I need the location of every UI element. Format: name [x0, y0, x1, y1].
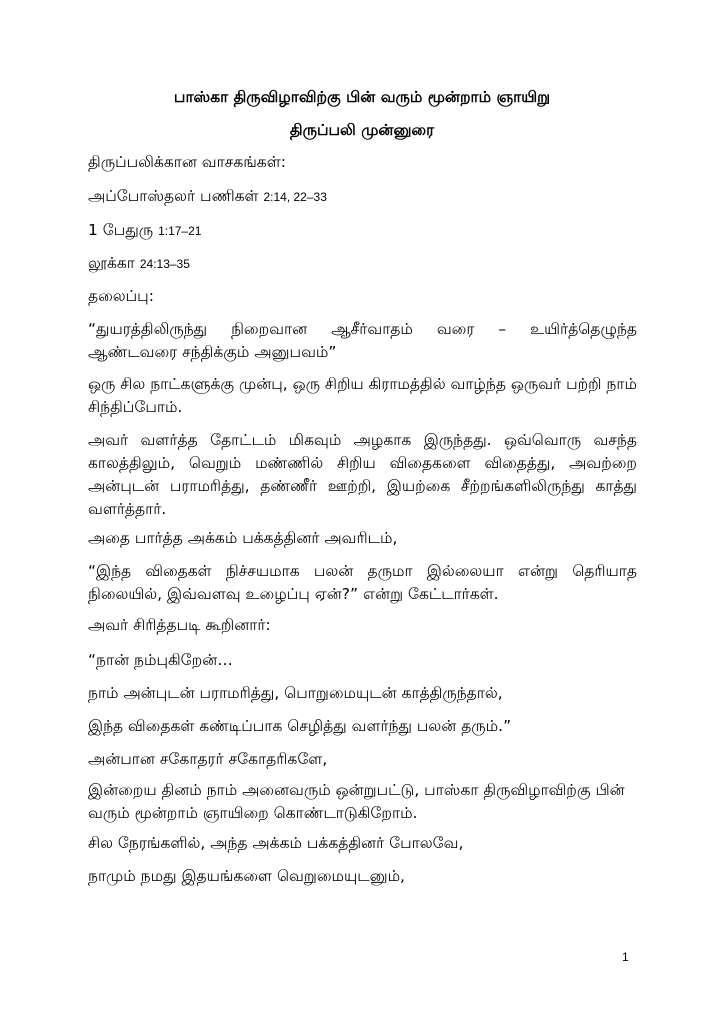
reading-ref: 2:14, 22–33: [263, 190, 327, 204]
paragraph: [88, 373, 637, 419]
reading-book: அப்போஸ்தலர் பணிகள்: [88, 187, 259, 205]
paragraph: அதை பார்த்த அக்கம் பக்கத்தினர் அவரிடம்,: [88, 529, 398, 547]
paragraph-line: நிலையில், இவ்வளவு உழைப்பு ஏன்?” என்று கேட்டார்கள்.: [88, 585, 499, 603]
paragraph-line: ஒரு சில நாட்களுக்கு முன்பு, ஒரு சிறிய கிராமத்தில் வாழ்ந்த ஒருவர் பற்றி நாம்: [88, 375, 637, 393]
paragraph-line: காலத்திலும், வெறும் மண்ணில் சிறிய விதைகளை விதைத்து, அவற்றை: [88, 454, 637, 472]
reading-line: [88, 221, 201, 241]
paragraph: [88, 779, 637, 825]
theme-line: ஆண்டவரை சந்திக்கும் அனுபவம்”: [88, 343, 337, 361]
paragraph: [88, 429, 637, 521]
document-subtitle: திருப்பலி முன்னுரை: [289, 121, 435, 139]
paragraph-line: வரும் மூன்றாம் ஞாயிறை கொண்டாடுகிறோம்.: [88, 804, 418, 822]
reading-ref: 1:17–21: [158, 224, 202, 238]
paragraph: நாம் அன்புடன் பராமரித்து, பொறுமையுடன் காத்திருந்தால்,: [88, 684, 503, 702]
paragraph-line: அன்புடன் பராமரித்து, தண்ணீர் ஊற்றி, இயற்கை சீற்றங்களிலிருந்து காத்து: [88, 477, 637, 495]
reading-line: [88, 254, 190, 274]
paragraph-line: இன்றைய தினம் நாம் அனைவரும் ஒன்றுபட்டு, பாஸ்கா திருவிழாவிற்கு பின்: [88, 781, 625, 799]
paragraph-line: சிந்திப்போம்.: [88, 398, 183, 416]
page-number: 1: [622, 950, 629, 964]
paragraph: “நான் நம்புகிறேன்…: [88, 651, 233, 669]
theme-heading: தலைப்பு:: [88, 287, 154, 305]
paragraph: நாமும் நமது இதயங்களை வெறுமையுடனும்,: [88, 867, 405, 885]
paragraph-line: “இந்த விதைகள் நிச்சயமாக பலன் தருமா இல்லையா என்று தெரியாத: [88, 562, 637, 580]
readings-heading: திருப்பலிக்கான வாசகங்கள்:: [88, 153, 286, 171]
theme-paragraph: [88, 318, 637, 364]
paragraph: அவர் சிரித்தபடி கூறினார்:: [88, 616, 271, 634]
paragraph: அன்பான சகோதரர் சகோதரிகளே,: [88, 750, 328, 768]
paragraph: [88, 560, 637, 606]
document-title: பாஸ்கா திருவிழாவிற்கு பின் வரும் மூன்றாம் ஞாயிறு: [173, 88, 551, 106]
reading-line: [88, 187, 327, 207]
paragraph: சில நேரங்களில், அந்த அக்கம் பக்கத்தினர் போலவே,: [88, 834, 464, 852]
paragraph-line: அவர் வளர்த்த தோட்டம் மிகவும் அழகாக இருந்தது. ஒவ்வொரு வசந்த: [88, 431, 637, 449]
reading-book: 1 பேதுரு: [88, 221, 154, 239]
reading-ref: 24:13–35: [139, 257, 190, 271]
reading-book: லூக்கா: [88, 254, 135, 272]
paragraph: இந்த விதைகள் கண்டிப்பாக செழித்து வளர்ந்து பலன் தரும்.”: [88, 717, 512, 735]
theme-line: “துயரத்திலிருந்து நிறைவான ஆசீர்வாதம் வரை – உயிர்த்தெழுந்த: [88, 320, 637, 338]
paragraph-line: வளர்த்தார்.: [88, 500, 167, 518]
